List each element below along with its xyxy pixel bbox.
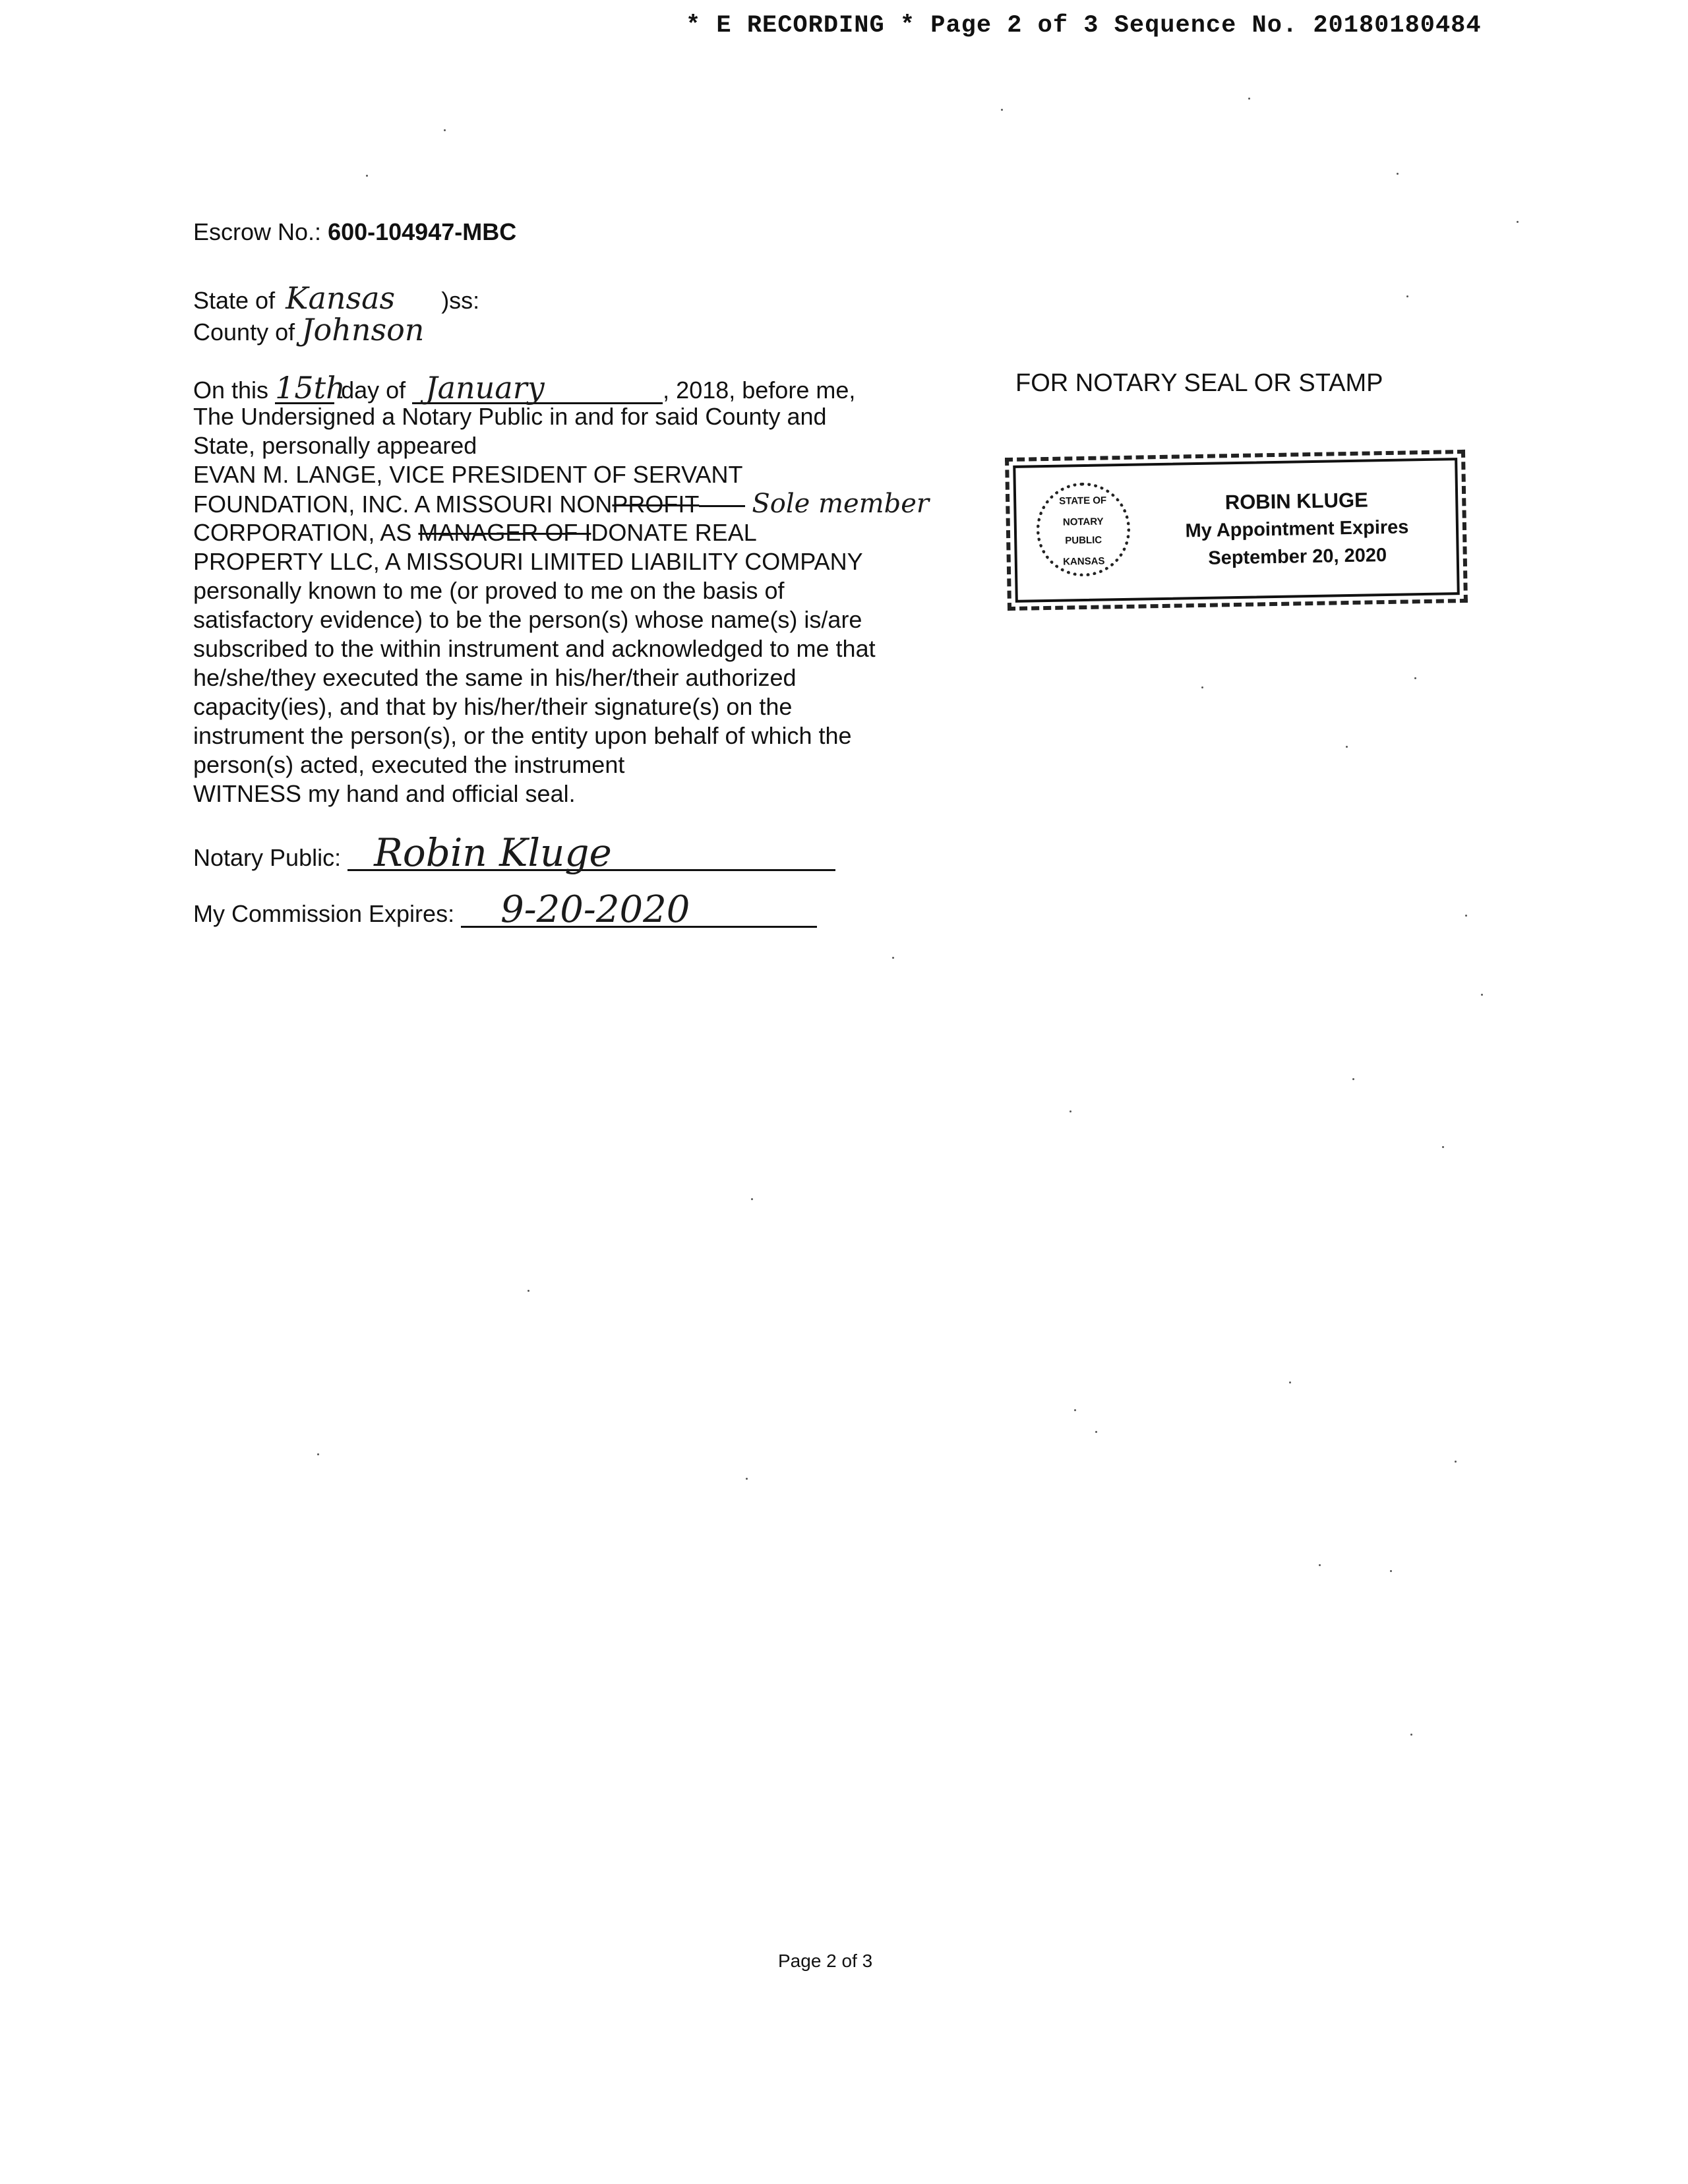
seal-kansas: KANSAS: [1062, 555, 1105, 568]
body-line-6: capacity(ies), and that by his/her/their signature(s) on the: [193, 693, 793, 720]
notary-signature-line: [193, 830, 835, 875]
handwritten-insert: Sole member: [752, 489, 929, 519]
witness-line: WITNESS my hand and official seal.: [193, 780, 576, 807]
ack-line-3: EVAN M. LANGE, VICE PRESIDENT OF SERVANT: [193, 461, 743, 488]
foundation-text: FOUNDATION, INC. A MISSOURI NON: [193, 491, 613, 518]
ack-line-1: The Undersigned a Notary Public in and for said County and: [193, 403, 827, 430]
state-label: State of: [193, 287, 276, 314]
body-line-7: instrument the person(s), or the entity upon behalf of which the: [193, 722, 852, 749]
date-line: [193, 370, 856, 406]
corporation-text: CORPORATION, AS: [193, 519, 419, 546]
struck-manager: MANAGER OF I: [418, 519, 591, 546]
notary-signature: Robin Kluge: [347, 836, 835, 871]
body-line-1: PROPERTY LLC, A MISSOURI LIMITED LIABILITY COMPANY: [193, 548, 863, 575]
body-line-3: satisfactory evidence) to be the person(s) whose name(s) is/are: [193, 606, 862, 633]
state-line: [193, 280, 480, 316]
recording-header: * E RECORDING * Page 2 of 3 Sequence No. 20180180484: [686, 12, 1482, 40]
state-value: Kansas: [286, 280, 396, 316]
escrow-number: 600-104947-MBC: [328, 218, 517, 245]
ss-mark: )ss:: [441, 287, 480, 314]
seal-public: PUBLIC: [1065, 534, 1102, 547]
seal-state-of: STATE OF: [1059, 495, 1107, 507]
day-value: 15th: [275, 370, 346, 406]
stamp-name: ROBIN KLUGE: [1224, 488, 1369, 514]
stamp-appointment: My Appointment Expires: [1185, 516, 1409, 542]
body-line-2: personally known to me (or proved to me on the basis of: [193, 577, 785, 604]
stamp-expiry: September 20, 2020: [1208, 545, 1387, 569]
corporation-line: [193, 518, 757, 547]
notary-seal-circle: [1036, 482, 1131, 577]
seal-notary: NOTARY: [1062, 516, 1104, 528]
ack-line-2: State, personally appeared: [193, 432, 477, 459]
month-value: January: [412, 373, 663, 404]
county-line: [193, 312, 425, 348]
on-this-text: On this: [193, 377, 269, 404]
struck-profit: PROFIT: [612, 491, 700, 518]
commission-label: My Commission Expires:: [193, 900, 455, 927]
commission-line: [193, 888, 817, 931]
seal-label: FOR NOTARY SEAL OR STAMP: [1015, 369, 1383, 397]
escrow-line: [193, 218, 516, 247]
foundation-line: [193, 489, 929, 519]
notary-stamp: [1013, 458, 1460, 603]
page-footer: Page 2 of 3: [778, 1951, 873, 1971]
year-text: , 2018, before me,: [663, 377, 856, 404]
body-line-8: person(s) acted, executed the instrument: [193, 751, 625, 778]
body-line-5: he/she/they executed the same in his/her/their authorized: [193, 664, 797, 691]
body-line-4: subscribed to the within instrument and acknowledged to me that: [193, 635, 876, 662]
commission-value: 9-20-2020: [461, 894, 817, 928]
escrow-label: Escrow No.:: [193, 218, 322, 245]
county-value: Johnson: [301, 312, 425, 348]
county-label: County of: [193, 318, 295, 346]
notary-label: Notary Public:: [193, 844, 342, 871]
donate-text: DONATE REAL: [591, 519, 757, 546]
day-of-text: day of: [341, 377, 406, 404]
